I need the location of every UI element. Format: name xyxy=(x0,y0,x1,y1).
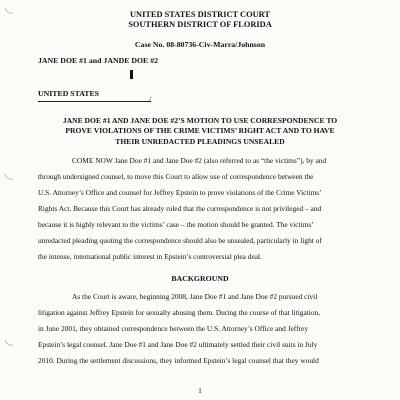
background-line: Epstein’s legal counsel. Jane Doe #1 and Jane Doe #2 ultimately settled their civil suits in July xyxy=(38,340,318,349)
punch-hole-mark xyxy=(4,338,14,348)
defendant-caption: UNITED STATES xyxy=(38,89,100,98)
redaction-mark xyxy=(130,70,133,79)
background-line: As the Court is aware, beginning 2008, Jane Doe #1 and Jane Doe #2 pursued civil xyxy=(72,292,318,301)
case-number: Case No. 08-80736-Civ-Marra/Johnson xyxy=(134,40,266,49)
motion-title-line: THEIR UNREDACTED PLEADINGS UNSEALED xyxy=(115,136,285,146)
intro-line: Rights Act. Because this Court has already ruled that the correspondence is not privileged – and xyxy=(38,204,322,213)
caption-rule xyxy=(38,101,151,102)
court-district: SOUTHERN DISTRICT OF FLORIDA xyxy=(128,20,272,29)
intro-line: unredacted pleading quoting the correspondence should also be unsealed, particularly in light of xyxy=(38,236,322,245)
caption-slash: / xyxy=(149,95,152,104)
background-line: in June 2001, they obtained correspondence between the U.S. Attorney’s Office and Jeffrey xyxy=(38,324,309,333)
background-line: litigation against Jeffrey Epstein for sexually abusing them. During the course of that litigation, xyxy=(38,308,321,317)
intro-line: because it is highly relevant to the victims’ case – the motion should be granted. The victims’ xyxy=(38,220,314,229)
motion-title-line: JANE DOE #1 AND JANE DOE #2’S MOTION TO USE CORRESPONDENCE TO xyxy=(62,116,338,125)
section-heading: BACKGROUND xyxy=(171,274,229,283)
intro-line: through undersigned counsel, to move this Court to allow use of correspondence between the xyxy=(38,172,314,181)
intro-line: the intense, international public interest in Epstein’s controversial plea deal. xyxy=(38,252,262,261)
motion-title-line: PROVE VIOLATIONS OF THE CRIME VICTIMS’ RIGHT ACT AND TO HAVE xyxy=(65,126,335,136)
page-number: 1 xyxy=(198,386,202,395)
intro-line: U.S. Attorney’s Office and counsel for Jeffrey Epstein to prove violations of the Crime Victims’ xyxy=(38,188,322,197)
plaintiffs-caption: JANE DOE #1 and JANDE DOE #2 xyxy=(38,56,159,65)
motion-title xyxy=(0,116,400,147)
court-name: UNITED STATES DISTRICT COURT xyxy=(129,10,271,19)
background-line: 2010. During the settlement discussions, they informed Epstein’s legal counsel that they would xyxy=(38,356,319,365)
punch-hole-mark xyxy=(4,172,14,182)
intro-line: COME NOW Jane Doe #1 and Jane Doe #2 (also referred to as “the victims”), by and xyxy=(72,156,327,165)
